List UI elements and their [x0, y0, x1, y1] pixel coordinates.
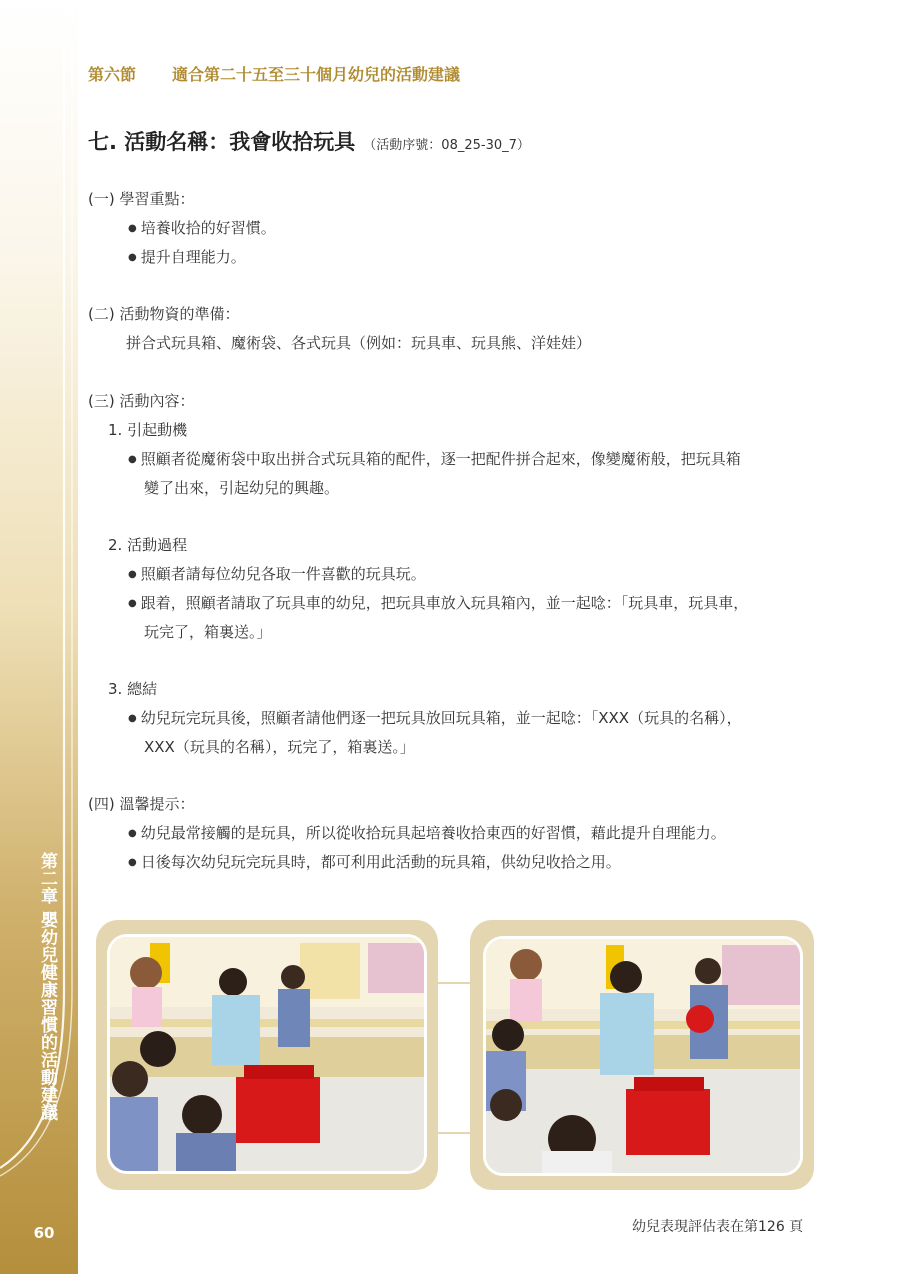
- content-heading: (三) 活動內容：: [88, 392, 195, 410]
- motivation-line: ● 照顧者從魔術袋中取出拼合式玩具箱的配件，逐一把配件拼合起來，像變魔術般，把玩具箱: [128, 448, 741, 469]
- section-number: 第六節: [88, 65, 137, 84]
- section-title: 適合第二十五至三十個月幼兒的活動建議: [172, 65, 461, 84]
- photo-connector: [436, 982, 472, 984]
- chapter-label: 第二章 嬰幼兒健康習慣的活動建議: [37, 852, 57, 1121]
- process-item: ● 照顧者請每位幼兒各取一件喜歡的玩具玩。: [128, 563, 426, 584]
- motivation-line: 變了出來，引起幼兒的興趣。: [144, 479, 340, 497]
- assessment-reference: 幼兒表現評估表在第126 頁: [632, 1219, 804, 1235]
- summary-line: ● 幼兒玩完玩具後，照顧者請他們逐一把玩具放回玩具箱，並一起唸：「XXX（玩具的名稱），: [128, 707, 742, 728]
- materials-heading: (二) 活動物資的準備：: [88, 305, 240, 323]
- process-item: ● 跟着，照顧者請取了玩具車的幼兒，把玩具車放入玩具箱內，並一起唸：「玩具車，玩具車，: [128, 592, 748, 613]
- tips-item: ● 日後每次幼兒玩完玩具時，都可利用此活動的玩具箱，供幼兒收拾之用。: [128, 851, 621, 872]
- summary-line: XXX（玩具的名稱），玩完了，箱裏送。」: [144, 738, 415, 756]
- activity-name: 七. 活動名稱：我會收拾玩具: [88, 130, 356, 154]
- learning-item: ● 提升自理能力。: [128, 246, 246, 267]
- tips-heading: (四) 溫馨提示：: [88, 795, 195, 813]
- materials-text: 拼合式玩具箱、魔術袋、各式玩具（例如：玩具車、玩具熊、洋娃娃）: [126, 334, 592, 352]
- tips-item: ● 幼兒最常接觸的是玩具，所以從收拾玩具起培養收拾東西的好習慣，藉此提升自理能力。: [128, 822, 726, 843]
- summary-heading: 3. 總結: [108, 680, 158, 698]
- section-header: [88, 62, 460, 85]
- page-number: 60: [33, 1224, 55, 1242]
- classroom-photo-right: [483, 936, 803, 1176]
- photo-connector: [436, 1132, 472, 1134]
- photo-frame-right: [470, 920, 814, 1190]
- process-item-cont: 玩完了，箱裏送。」: [144, 623, 272, 641]
- classroom-photo-left-image: [110, 937, 424, 1171]
- classroom-photo-right-image: [486, 939, 800, 1173]
- photo-frame-left: [96, 920, 438, 1190]
- classroom-photo-left: [107, 934, 427, 1174]
- learning-item: ● 培養收拾的好習慣。: [128, 217, 276, 238]
- activity-serial: （活動序號：08_25-30_7）: [363, 138, 530, 153]
- learning-heading: (一) 學習重點：: [88, 190, 195, 208]
- process-heading: 2. 活動過程: [108, 536, 188, 554]
- activity-title: [88, 126, 530, 156]
- motivation-heading: 1. 引起動機: [108, 421, 188, 439]
